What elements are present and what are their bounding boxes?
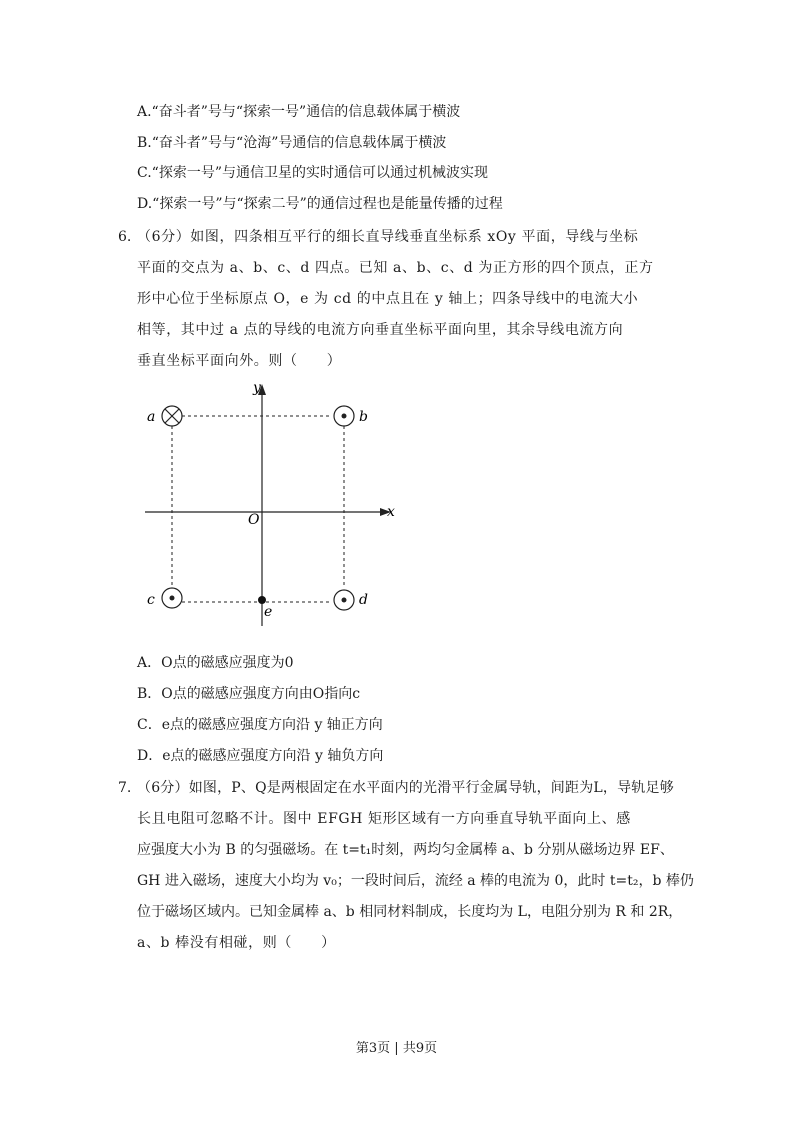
wire-a-into-page-icon	[162, 406, 182, 426]
square-dashed-outline	[172, 416, 344, 602]
q6-number: 6.	[118, 229, 132, 245]
q6-figure	[135, 378, 405, 646]
q7-stem-line-3: 应强度大小为 B 的匀强磁场。在 t=t₁时刻，两均匀金属棒 a、b 分别从磁场边界 EF、	[137, 842, 674, 858]
wire-b-out-of-page-icon	[334, 406, 354, 426]
q6-stem-line-5: 垂直坐标平面向外。则（ ）	[137, 353, 342, 369]
q5-option-a: A.“奋斗者”号与“探索一号”通信的信息载体属于横波	[137, 104, 461, 120]
q6-stem-line-1: （6分）如图，四条相互平行的细长直导线垂直坐标系 xOy 平面，导线与坐标	[137, 229, 639, 245]
q7-stem-line-2: 长且电阻可忽略不计。图中 EFGH 矩形区域有一方向垂直导轨平面向上、感	[137, 811, 631, 827]
label-b: b	[359, 409, 368, 425]
page-footer: 第3页 | 共9页	[355, 1041, 438, 1056]
point-e	[258, 596, 266, 604]
label-d: d	[359, 592, 368, 608]
q5-option-c: C.“探索一号”与通信卫星的实时通信可以通过机械波实现	[137, 165, 488, 181]
label-c: c	[147, 592, 155, 608]
q5-option-b: B.“奋斗者”号与“沧海”号通信的信息载体属于横波	[137, 135, 447, 151]
x-axis-label: x	[387, 504, 395, 520]
q7-stem-line-5: 位于磁场区域内。已知金属棒 a、b 相同材料制成，长度均为 L，电阻分别为 R 和 2R，	[137, 904, 683, 920]
label-a: a	[147, 409, 156, 425]
q7-number: 7.	[118, 780, 132, 796]
q6-stem-line-4: 相等，其中过 a 点的导线的电流方向垂直坐标平面向里，其余导线电流方向	[137, 322, 624, 338]
q6-option-a: A．O点的磁感应强度为0	[137, 655, 294, 671]
origin-label: O	[248, 512, 260, 528]
wire-c-out-of-page-icon	[162, 588, 182, 608]
wire-d-out-of-page-icon	[334, 590, 354, 610]
q5-option-d: D.“探索一号”与“探索二号”的通信过程也是能量传播的过程	[137, 196, 503, 212]
q7-stem-line-1: （6分）如图，P、Q是两根固定在水平面内的光滑平行金属导轨，间距为L，导轨足够	[137, 780, 674, 796]
q6-option-c: C．e点的磁感应强度方向沿 y 轴正方向	[137, 717, 383, 733]
q6-option-b: B．O点的磁感应强度方向由O指向c	[137, 686, 361, 702]
q7-stem-line-6: a、b 棒没有相碰，则（ ）	[137, 935, 336, 951]
q6-option-d: D．e点的磁感应强度方向沿 y 轴负方向	[137, 748, 384, 764]
q7-stem-line-4: GH 进入磁场，速度大小均为 v₀；一段时间后，流经 a 棒的电流为 0，此时 t=t₂，b 棒仍	[137, 873, 694, 889]
label-e: e	[264, 604, 273, 620]
q6-stem-line-2: 平面的交点为 a、b、c、d 四点。已知 a、b、c、d 为正方形的四个顶点，正方	[137, 260, 654, 276]
q6-stem-line-3: 形中心位于坐标原点 O，e 为 cd 的中点且在 y 轴上；四条导线中的电流大小	[137, 291, 639, 307]
y-axis-label: y	[253, 380, 261, 396]
